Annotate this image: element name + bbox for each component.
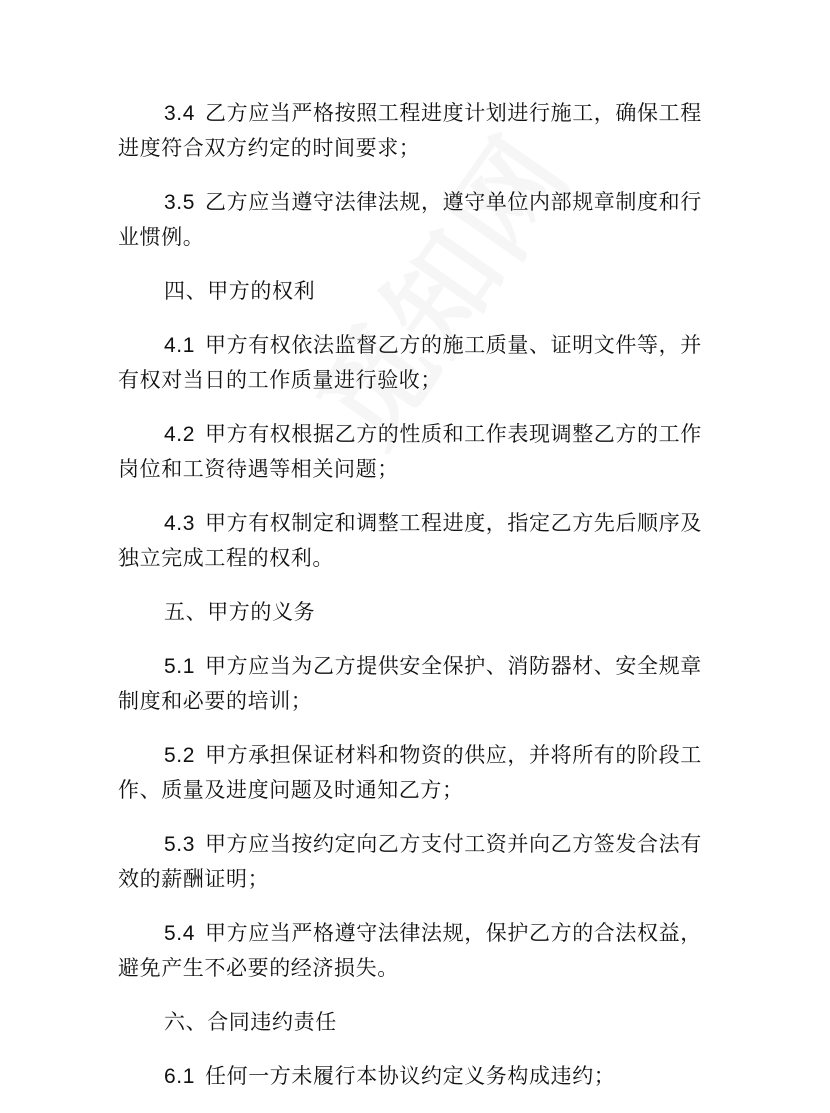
- clause-number: 4.3: [164, 512, 195, 535]
- clause-5-2: [118, 738, 713, 808]
- clause-text: 甲方应当按约定向乙方支付工资并向乙方签发合法有效的薪酬证明；: [118, 832, 702, 891]
- clause-number: 3.4: [164, 102, 195, 125]
- clause-text: 甲方有权根据乙方的性质和工作表现调整乙方的工作岗位和工资待遇等相关问题；: [118, 422, 702, 481]
- document-body: [118, 96, 713, 1113]
- clause-number: 5.2: [164, 744, 195, 767]
- clause-4-1: [118, 328, 713, 398]
- clause-number: 3.5: [164, 191, 195, 214]
- clause-text: 甲方应当为乙方提供安全保护、消防器材、安全规章制度和必要的培训；: [118, 654, 702, 713]
- clause-number: 6.1: [164, 1065, 195, 1088]
- section-heading-6: 六、合同违约责任: [164, 1010, 337, 1034]
- clause-4-3: [118, 506, 713, 576]
- clause-text: 任何一方未履行本协议约定义务构成违约；: [205, 1064, 616, 1088]
- section-heading-4: 四、甲方的权利: [164, 279, 316, 303]
- clause-5-4: [118, 916, 713, 986]
- clause-4-2: [118, 417, 713, 487]
- clause-3-5: [118, 185, 713, 255]
- clause-3-4: [118, 96, 713, 166]
- section-heading-5: 五、甲方的义务: [164, 600, 316, 624]
- clause-number: 4.1: [164, 334, 195, 357]
- clause-text: 乙方应当严格按照工程进度计划进行施工，确保工程进度符合双方约定的时间要求；: [118, 101, 702, 160]
- clause-text: 甲方有权依法监督乙方的施工质量、证明文件等，并有权对当日的工作质量进行验收；: [118, 333, 702, 392]
- clause-number: 5.1: [164, 655, 195, 678]
- clause-text: 甲方承担保证材料和物资的供应，并将所有的阶段工作、质量及进度问题及时通知乙方；: [118, 743, 702, 802]
- clause-6-1: [118, 1059, 713, 1094]
- clause-5-3: [118, 827, 713, 897]
- clause-text: 甲方有权制定和调整工程进度，指定乙方先后顺序及独立完成工程的权利。: [118, 511, 702, 570]
- clause-number: 4.2: [164, 423, 195, 446]
- clause-text: 甲方应当严格遵守法律法规，保护乙方的合法权益，避免产生不必要的经济损失。: [118, 921, 702, 980]
- clause-number: 5.4: [164, 922, 195, 945]
- clause-5-1: [118, 649, 713, 719]
- clause-number: 5.3: [164, 833, 195, 856]
- clause-text: 乙方应当遵守法律法规，遵守单位内部规章制度和行业惯例。: [118, 190, 702, 249]
